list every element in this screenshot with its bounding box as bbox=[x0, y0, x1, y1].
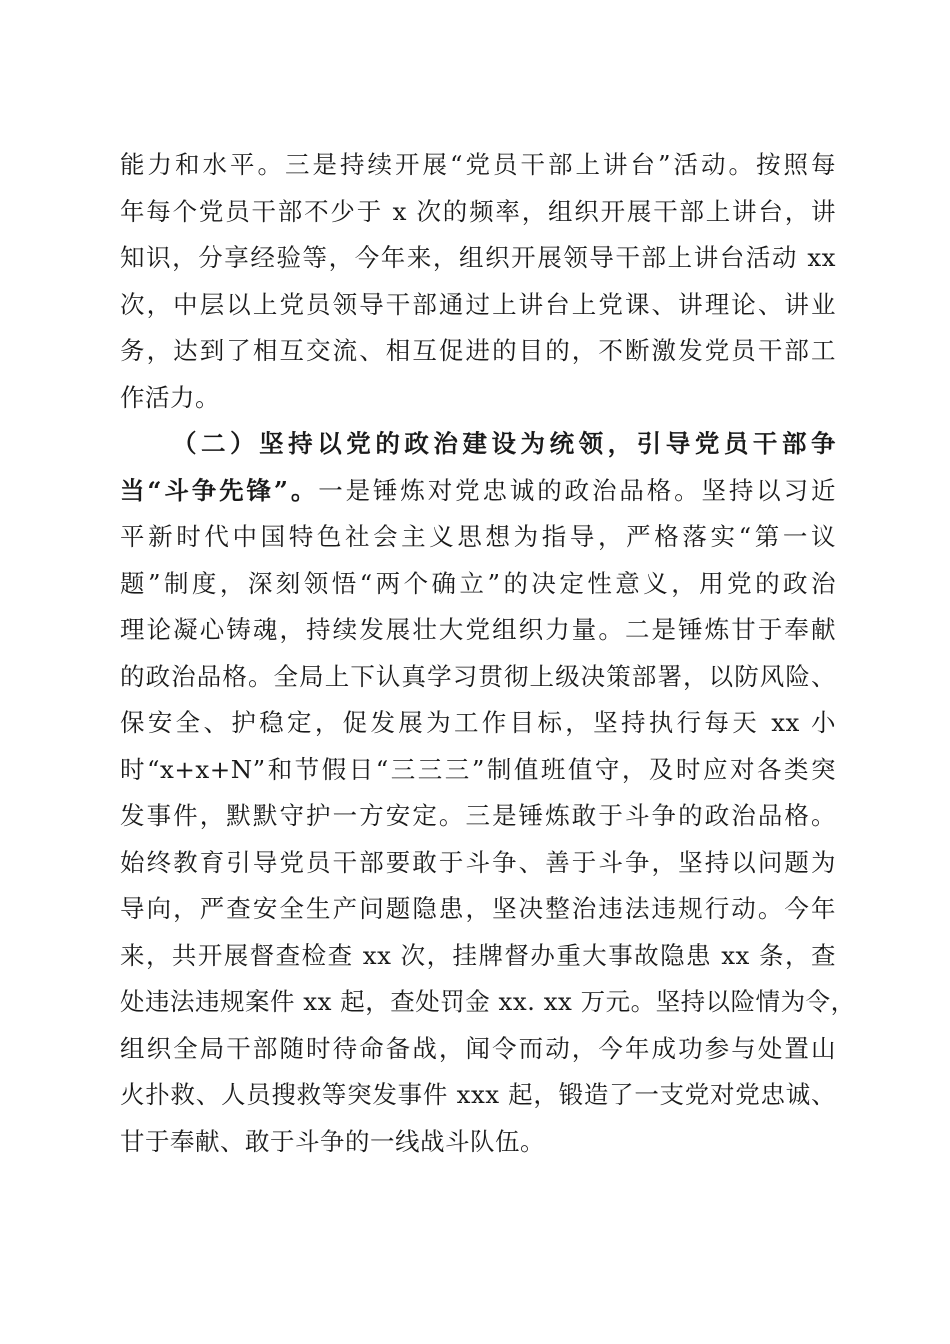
body-text bbox=[120, 142, 856, 1165]
paragraph-line: 甘于奉献、敢于斗争的一线战斗队伍。 bbox=[120, 1126, 545, 1156]
paragraph-line: 的政治品格。全局上下认真学习贯彻上级决策部署，以防风险、 bbox=[120, 661, 836, 691]
paragraph-line: 次，中层以上党员领导干部通过上讲台上党课、讲理论、讲业 bbox=[120, 289, 836, 319]
paragraph-line: 始终教育引导党员干部要敢于斗争、善于斗争，坚持以问题为 bbox=[120, 847, 836, 877]
paragraph-line bbox=[120, 468, 836, 515]
paragraph-line: 时“x+x+N”和节假日“三三三”制值班值守，及时应对各类突 bbox=[120, 754, 836, 784]
paragraph-line: 火扑救、人员搜救等突发事件 xxx 起，锻造了一支党对党忠诚、 bbox=[120, 1080, 836, 1109]
paragraph-line: 发事件，默默守护一方安定。三是锤炼敢于斗争的政治品格。 bbox=[120, 801, 836, 830]
paragraph-line: 来，共开展督查检查 xx 次，挂牌督办重大事故隐患 xx 条，查 bbox=[120, 940, 836, 970]
paragraph-line: 保安全、护稳定，促发展为工作目标，坚持执行每天 xx 小 bbox=[120, 708, 836, 737]
paragraph-line: 题”制度，深刻领悟“两个确立”的决定性意义，用党的政治 bbox=[120, 568, 836, 598]
paragraph-line: 能力和水平。三是持续开展“党员干部上讲台”活动。按照每 bbox=[120, 150, 836, 179]
paragraph-line: 年每个党员干部不少于 x 次的频率，组织开展干部上讲台，讲 bbox=[120, 196, 836, 226]
paragraph-line: 理论凝心铸魂，持续发展壮大党组织力量。二是锤炼甘于奉献 bbox=[120, 615, 836, 644]
paragraph-line: 处违法违规案件 xx 起，查处罚金 xx. xx 万元。坚持以险情为令， bbox=[120, 987, 856, 1016]
paragraph-line: 组织全局干部随时待命备战，闻令而动，今年成功参与处置山 bbox=[120, 1033, 836, 1063]
paragraph-line: 作活力。 bbox=[120, 382, 220, 412]
section-heading-end: 当“斗争先锋”。 bbox=[120, 475, 319, 505]
section-heading: （二）坚持以党的政治建设为统领，引导党员干部争 bbox=[172, 429, 836, 458]
paragraph-line: 知识，分享经验等，今年来，组织开展领导干部上讲台活动 xx bbox=[120, 243, 836, 272]
paragraph-line: 平新时代中国特色社会主义思想为指导，严格落实“第一议 bbox=[120, 522, 836, 551]
paragraph-line: 务，达到了相互交流、相互促进的目的，不断激发党员干部工 bbox=[120, 336, 836, 365]
paragraph-text: 一是锤炼对党忠诚的政治品格。坚持以习近 bbox=[318, 475, 836, 505]
paragraph-line: 导向，严查安全生产问题隐患，坚决整治违法违规行动。今年 bbox=[120, 894, 836, 923]
